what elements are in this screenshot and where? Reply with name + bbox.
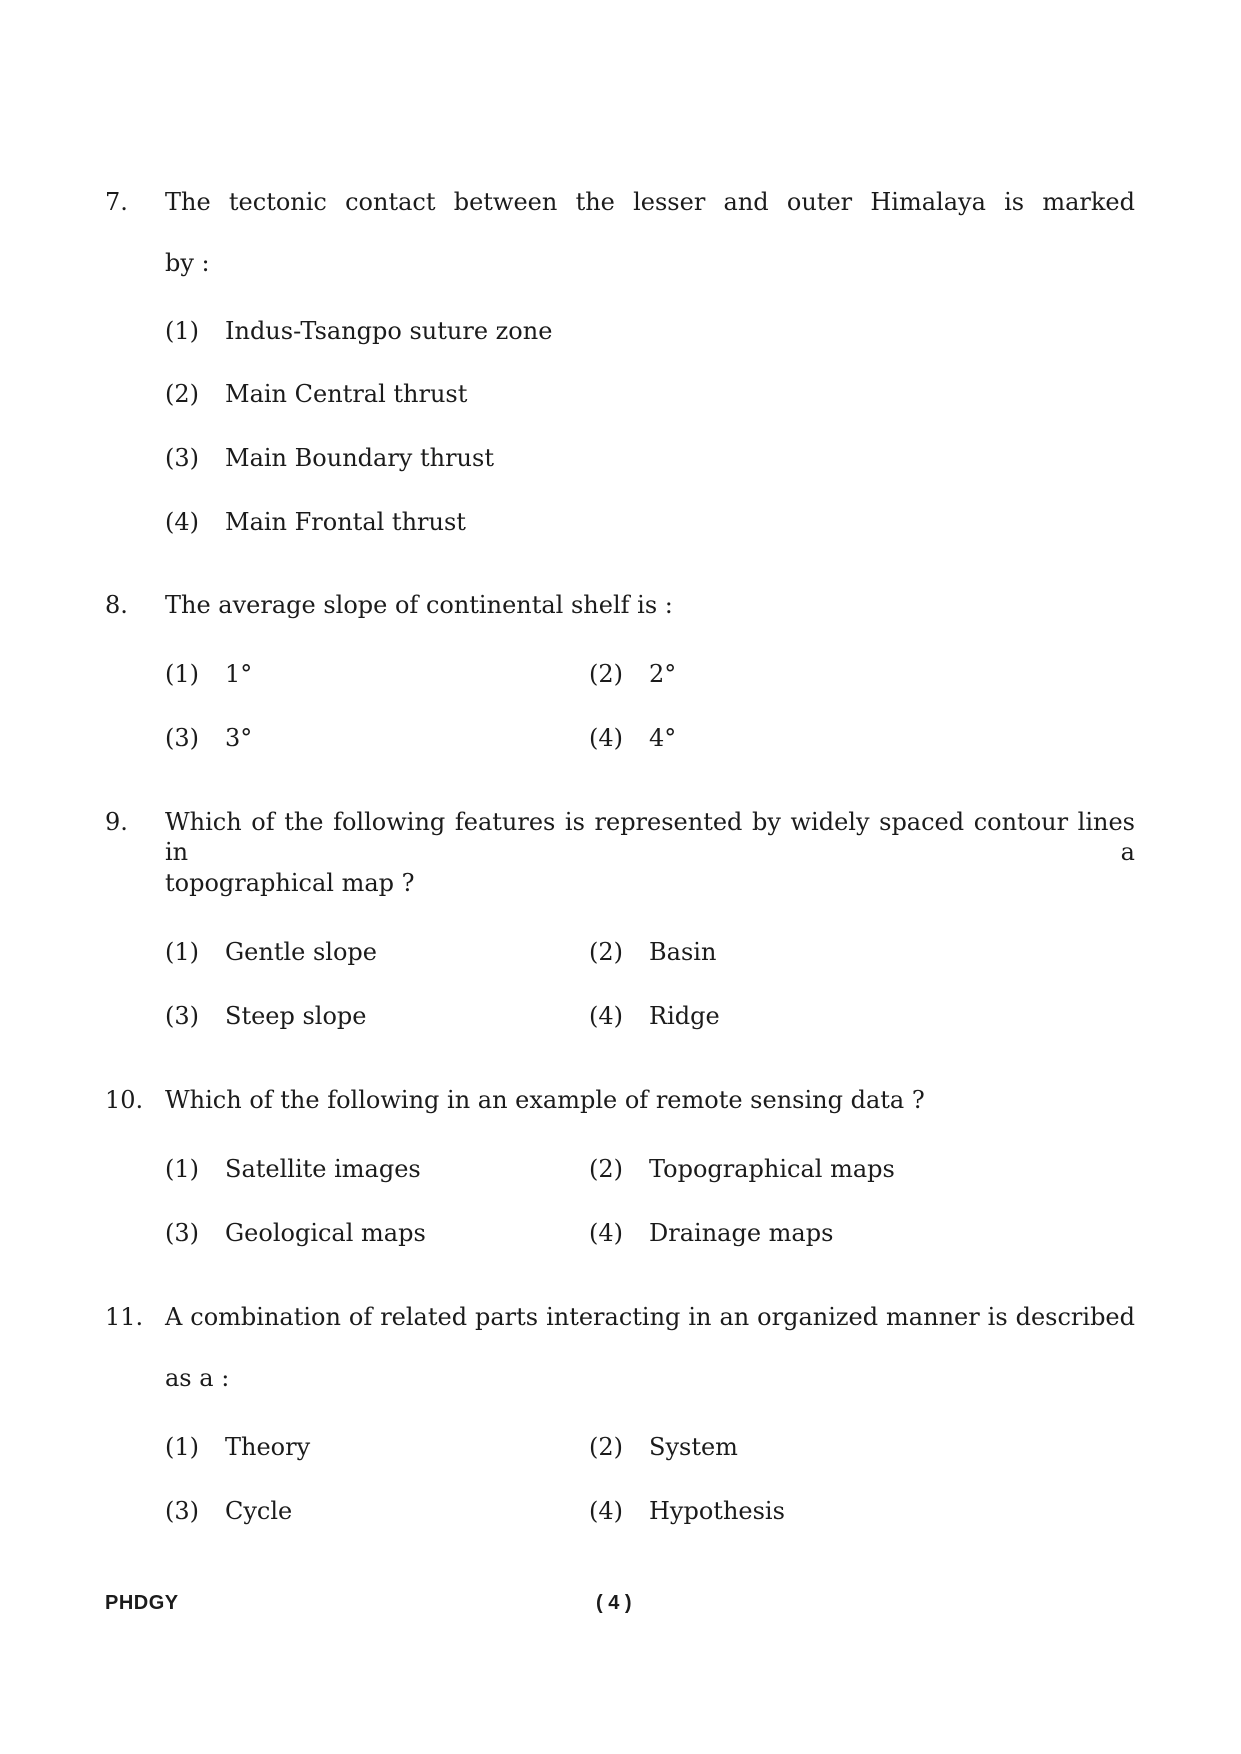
option-text: Hypothesis — [649, 1497, 785, 1525]
question-stem-line-1: Which of the following features is represented by widely spaced contour lines in a — [165, 808, 1135, 866]
option-number: (2) — [165, 380, 199, 408]
option-number: (2) — [589, 938, 623, 966]
option-number: (3) — [165, 1219, 199, 1247]
footer-page-number: ( 4 ) — [596, 1592, 632, 1614]
option-number: (4) — [589, 724, 623, 752]
question-number: 11. — [105, 1303, 144, 1331]
question-stem-line-2: by : — [165, 249, 210, 277]
question-stem-line-2: as a : — [165, 1364, 230, 1392]
option-number: (3) — [165, 444, 199, 472]
option-number: (2) — [589, 1155, 623, 1183]
option-text: Theory — [225, 1433, 311, 1461]
option-number: (1) — [165, 1433, 199, 1461]
option-number: (3) — [165, 724, 199, 752]
option-number: (3) — [165, 1497, 199, 1525]
option-number: (4) — [589, 1497, 623, 1525]
option-text: 3° — [225, 724, 253, 752]
option-number: (1) — [165, 938, 199, 966]
option-number: (4) — [589, 1219, 623, 1247]
option-text: 2° — [649, 660, 677, 688]
option-text: Basin — [649, 938, 717, 966]
question-number: 9. — [105, 808, 128, 836]
question-number: 7. — [105, 188, 128, 216]
option-number: (4) — [589, 1002, 623, 1030]
option-number: (2) — [589, 660, 623, 688]
question-stem-line-1: Which of the following in an example of remote sensing data ? — [165, 1086, 925, 1114]
option-text: 4° — [649, 724, 677, 752]
option-text: Steep slope — [225, 1002, 367, 1030]
option-number: (3) — [165, 1002, 199, 1030]
question-stem-line-1: A combination of related parts interacting in an organized manner is described — [165, 1303, 1135, 1331]
option-text: Geological maps — [225, 1219, 426, 1247]
option-text: Cycle — [225, 1497, 293, 1525]
option-number: (4) — [165, 508, 199, 536]
option-text: Main Frontal thrust — [225, 508, 466, 536]
option-number: (1) — [165, 317, 199, 345]
option-number: (1) — [165, 660, 199, 688]
option-text: Indus-Tsangpo suture zone — [225, 317, 553, 345]
option-text: Main Boundary thrust — [225, 444, 494, 472]
option-number: (2) — [589, 1433, 623, 1461]
option-text: Main Central thrust — [225, 380, 468, 408]
option-text: Satellite images — [225, 1155, 421, 1183]
option-text: System — [649, 1433, 738, 1461]
question-stem-line-1: The average slope of continental shelf is : — [165, 591, 673, 619]
question-stem-line-1: The tectonic contact between the lesser and outer Himalaya is marked — [165, 188, 1135, 216]
footer-paper-code: PHDGY — [105, 1592, 179, 1614]
question-number: 8. — [105, 591, 128, 619]
option-text: 1° — [225, 660, 253, 688]
option-number: (1) — [165, 1155, 199, 1183]
option-text: Ridge — [649, 1002, 720, 1030]
option-text: Drainage maps — [649, 1219, 834, 1247]
option-text: Gentle slope — [225, 938, 377, 966]
question-stem-line-2: topographical map ? — [165, 869, 415, 897]
question-number: 10. — [105, 1086, 144, 1114]
option-text: Topographical maps — [649, 1155, 895, 1183]
